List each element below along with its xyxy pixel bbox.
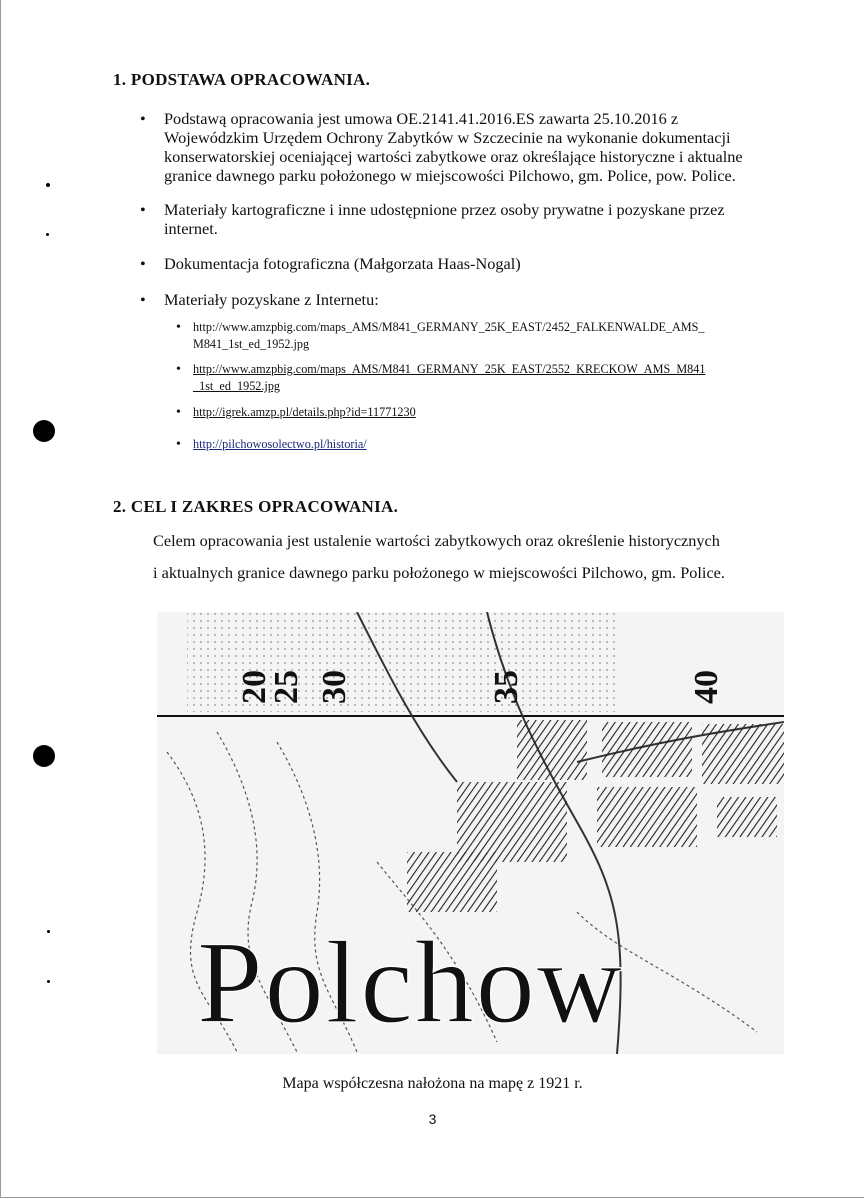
grid-label: 20 — [236, 670, 273, 704]
scan-speck — [46, 233, 49, 236]
bullet-icon: • — [176, 320, 181, 335]
text-line: granice dawnego parku położonego w miejscowości Pilchowo, gm. Police, pow. Police. — [164, 166, 736, 185]
scan-speck — [47, 930, 50, 933]
overlay-map-image — [157, 612, 784, 1054]
punch-hole-mark — [33, 745, 55, 767]
page-number: 3 — [428, 1111, 437, 1127]
map-caption: Mapa współczesna nałożona na mapę z 1921 r. — [282, 1075, 583, 1092]
text-line: konserwatorskiej oceniającej wartości zabytkowe oraz określające historyczne i aktualne — [164, 147, 743, 166]
link-text[interactable]: M841_1st_ed_1952.jpg — [193, 337, 310, 351]
scan-speck — [46, 183, 50, 187]
grid-label: 25 — [268, 670, 305, 704]
text-line: Dokumentacja fotograficzna (Małgorzata Haas-Nogal) — [164, 254, 521, 273]
section-2-heading: 2. CEL I ZAKRES OPRACOWANIA. — [113, 497, 399, 516]
grid-label: 30 — [316, 670, 353, 704]
bullet-icon: • — [176, 362, 181, 377]
bullet-icon: • — [140, 290, 146, 309]
link-text[interactable]: http://igrek.amzp.pl/details.php?id=11771230 — [193, 405, 416, 419]
link-text[interactable]: http://www.amzpbig.com/maps_AMS/M841_GERMANY_25K_EAST/2552_KRECKOW_AMS_M841 — [193, 362, 706, 376]
text-line: internet. — [164, 219, 218, 238]
grid-label: 35 — [488, 670, 525, 704]
scan-speck — [47, 980, 50, 983]
bullet-icon: • — [176, 405, 181, 420]
text-line: Wojewódzkim Urzędem Ochrony Zabytków w Szczecinie na wykonanie dokumentacji — [164, 128, 731, 147]
text-line: Podstawą opracowania jest umowa OE.2141.41.2016.ES zawarta 25.10.2016 z — [164, 109, 679, 128]
text-line: Materiały kartograficzne i inne udostępnione przez osoby prywatne i pozyskane przez — [164, 200, 725, 219]
paragraph-line: Celem opracowania jest ustalenie wartości zabytkowych oraz określenie historycznych — [153, 531, 720, 550]
link-text[interactable]: http://pilchowosolectwo.pl/historia/ — [193, 437, 367, 451]
bullet-icon: • — [140, 254, 146, 273]
link-text[interactable]: http://www.amzpbig.com/maps_AMS/M841_GERMANY_25K_EAST/2452_FALKENWALDE_AMS_ — [193, 320, 705, 334]
punch-hole-mark — [33, 420, 55, 442]
grid-label: 40 — [688, 670, 725, 704]
bullet-icon: • — [140, 200, 146, 219]
section-1-heading: 1. PODSTAWA OPRACOWANIA. — [113, 70, 371, 89]
paragraph-line: i aktualnych granice dawnego parku położonego w miejscowości Pilchowo, gm. Police. — [153, 563, 725, 582]
map-place-name: Polchow — [197, 917, 624, 1048]
link-text[interactable]: _1st_ed_1952.jpg — [193, 379, 281, 393]
bullet-icon: • — [176, 437, 181, 452]
bullet-icon: • — [140, 109, 146, 128]
text-line: Materiały pozyskane z Internetu: — [164, 290, 379, 309]
